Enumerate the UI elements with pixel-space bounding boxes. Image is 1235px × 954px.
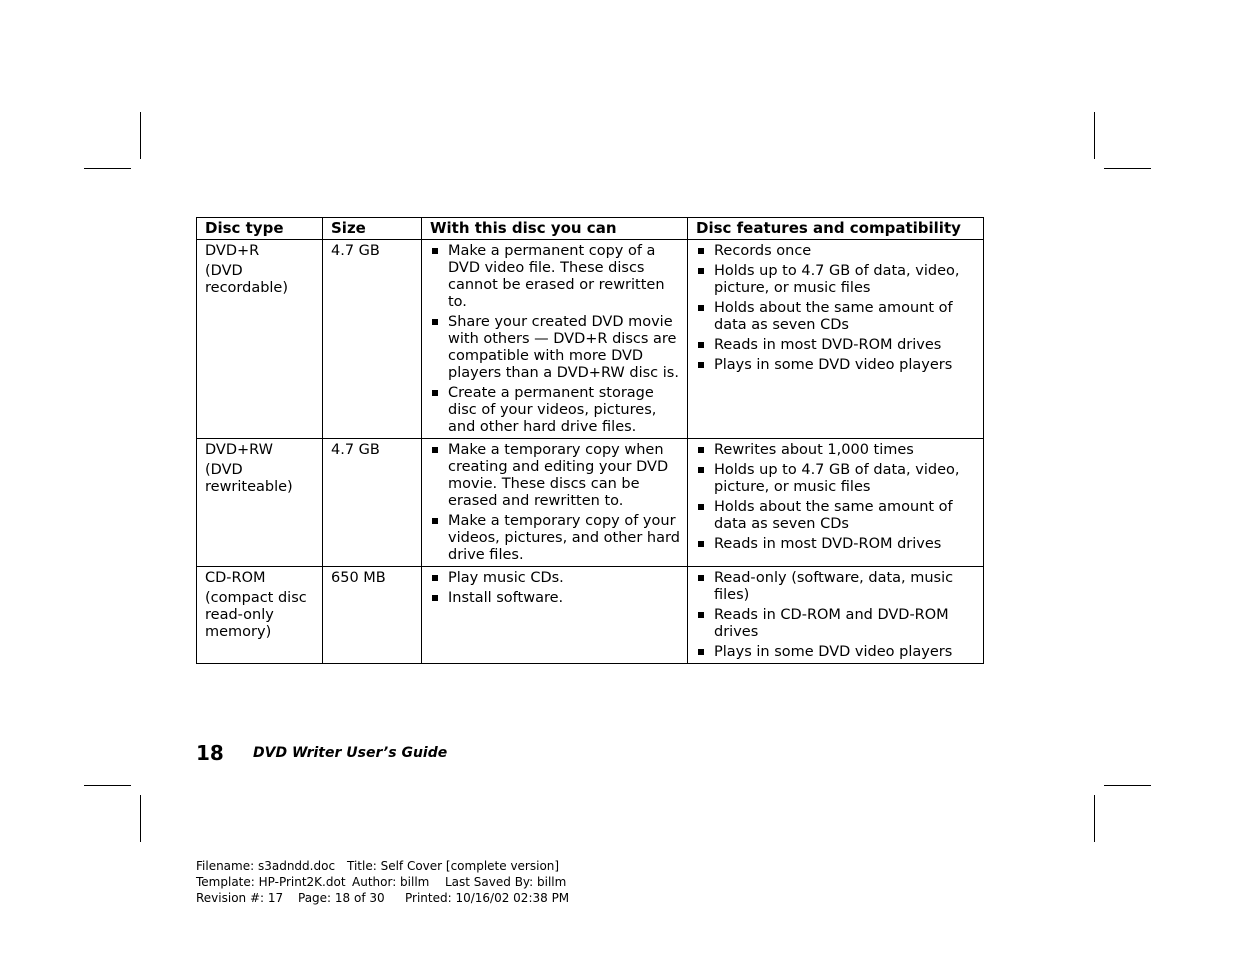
crop-mark xyxy=(140,112,141,159)
footer-filename: Filename: s3adndd.doc xyxy=(196,859,336,873)
page-number: 18 xyxy=(196,741,224,765)
footer-line xyxy=(196,874,569,890)
disc-type-name: CD-ROM xyxy=(205,570,266,586)
list-item: Share your created DVD movie with others — DVD+R discs are compatible with more DVD players than a DVD+RW disc is. xyxy=(430,314,681,382)
list-item: Read-only (software, data, music files) xyxy=(696,570,977,604)
features-cell xyxy=(688,439,984,567)
disc-type-description: (DVD recordable) xyxy=(205,263,289,296)
column-header-disc-type: Disc type xyxy=(197,218,323,240)
features-list xyxy=(696,570,977,661)
running-title: DVD Writer User’s Guide xyxy=(253,745,448,761)
list-item: Holds about the same amount of data as seven CDs xyxy=(696,499,977,533)
crop-mark xyxy=(84,785,131,786)
crop-mark xyxy=(1104,168,1151,169)
document-footer xyxy=(196,858,569,906)
list-item: Holds up to 4.7 GB of data, video, picture, or music files xyxy=(696,462,977,496)
table-row xyxy=(197,439,984,567)
size-cell: 4.7 GB xyxy=(323,439,422,567)
list-item: Plays in some DVD video players xyxy=(696,357,977,374)
disc-type-description: (DVD rewriteable) xyxy=(205,462,293,495)
disc-type-description: (compact disc read-only memory) xyxy=(205,590,307,640)
footer-template: Template: HP-Print2K.dot xyxy=(196,875,346,889)
footer-author: Author: billm xyxy=(352,875,430,889)
list-item: Holds about the same amount of data as seven CDs xyxy=(696,300,977,334)
disc-comparison-table xyxy=(196,217,984,664)
list-item: Create a permanent storage disc of your videos, pictures, and other hard drive files. xyxy=(430,385,681,436)
crop-mark xyxy=(1094,795,1095,842)
uses-cell xyxy=(422,567,688,664)
size-cell: 4.7 GB xyxy=(323,240,422,439)
list-item: Install software. xyxy=(430,590,681,607)
disc-type-cell xyxy=(197,567,323,664)
footer-last-saved: Last Saved By: billm xyxy=(445,875,567,889)
uses-list xyxy=(430,243,681,436)
list-item: Reads in CD-ROM and DVD-ROM drives xyxy=(696,607,977,641)
list-item: Plays in some DVD video players xyxy=(696,644,977,661)
uses-list xyxy=(430,442,681,564)
list-item: Reads in most DVD-ROM drives xyxy=(696,337,977,354)
footer-revision: Revision #: 17 xyxy=(196,891,284,905)
footer-line xyxy=(196,890,569,906)
disc-type-cell xyxy=(197,439,323,567)
disc-type-name: DVD+RW xyxy=(205,442,273,458)
footer-line xyxy=(196,858,569,874)
column-header-size: Size xyxy=(323,218,422,240)
column-header-features: Disc features and compatibility xyxy=(688,218,984,240)
size-cell: 650 MB xyxy=(323,567,422,664)
disc-type-name: DVD+R xyxy=(205,243,260,259)
list-item: Make a temporary copy of your videos, pictures, and other hard drive files. xyxy=(430,513,681,564)
features-list xyxy=(696,243,977,374)
list-item: Make a temporary copy when creating and editing your DVD movie. These discs can be erased and rewritten to. xyxy=(430,442,681,510)
table-header-row xyxy=(197,218,984,240)
footer-page: Page: 18 of 30 xyxy=(298,891,385,905)
crop-mark xyxy=(1104,785,1151,786)
footer-title: Title: Self Cover [complete version] xyxy=(347,859,560,873)
footer-printed: Printed: 10/16/02 02:38 PM xyxy=(405,891,570,905)
table-row xyxy=(197,240,984,439)
features-cell xyxy=(688,240,984,439)
features-list xyxy=(696,442,977,553)
disc-type-cell xyxy=(197,240,323,439)
crop-mark xyxy=(84,168,131,169)
list-item: Records once xyxy=(696,243,977,260)
list-item: Make a permanent copy of a DVD video file. These discs cannot be erased or rewritten to. xyxy=(430,243,681,311)
crop-mark xyxy=(1094,112,1095,159)
uses-cell xyxy=(422,439,688,567)
crop-mark xyxy=(140,795,141,842)
list-item: Play music CDs. xyxy=(430,570,681,587)
table-row xyxy=(197,567,984,664)
features-cell xyxy=(688,567,984,664)
list-item: Reads in most DVD-ROM drives xyxy=(696,536,977,553)
uses-cell xyxy=(422,240,688,439)
list-item: Rewrites about 1,000 times xyxy=(696,442,977,459)
uses-list xyxy=(430,570,681,607)
list-item: Holds up to 4.7 GB of data, video, picture, or music files xyxy=(696,263,977,297)
column-header-uses: With this disc you can xyxy=(422,218,688,240)
